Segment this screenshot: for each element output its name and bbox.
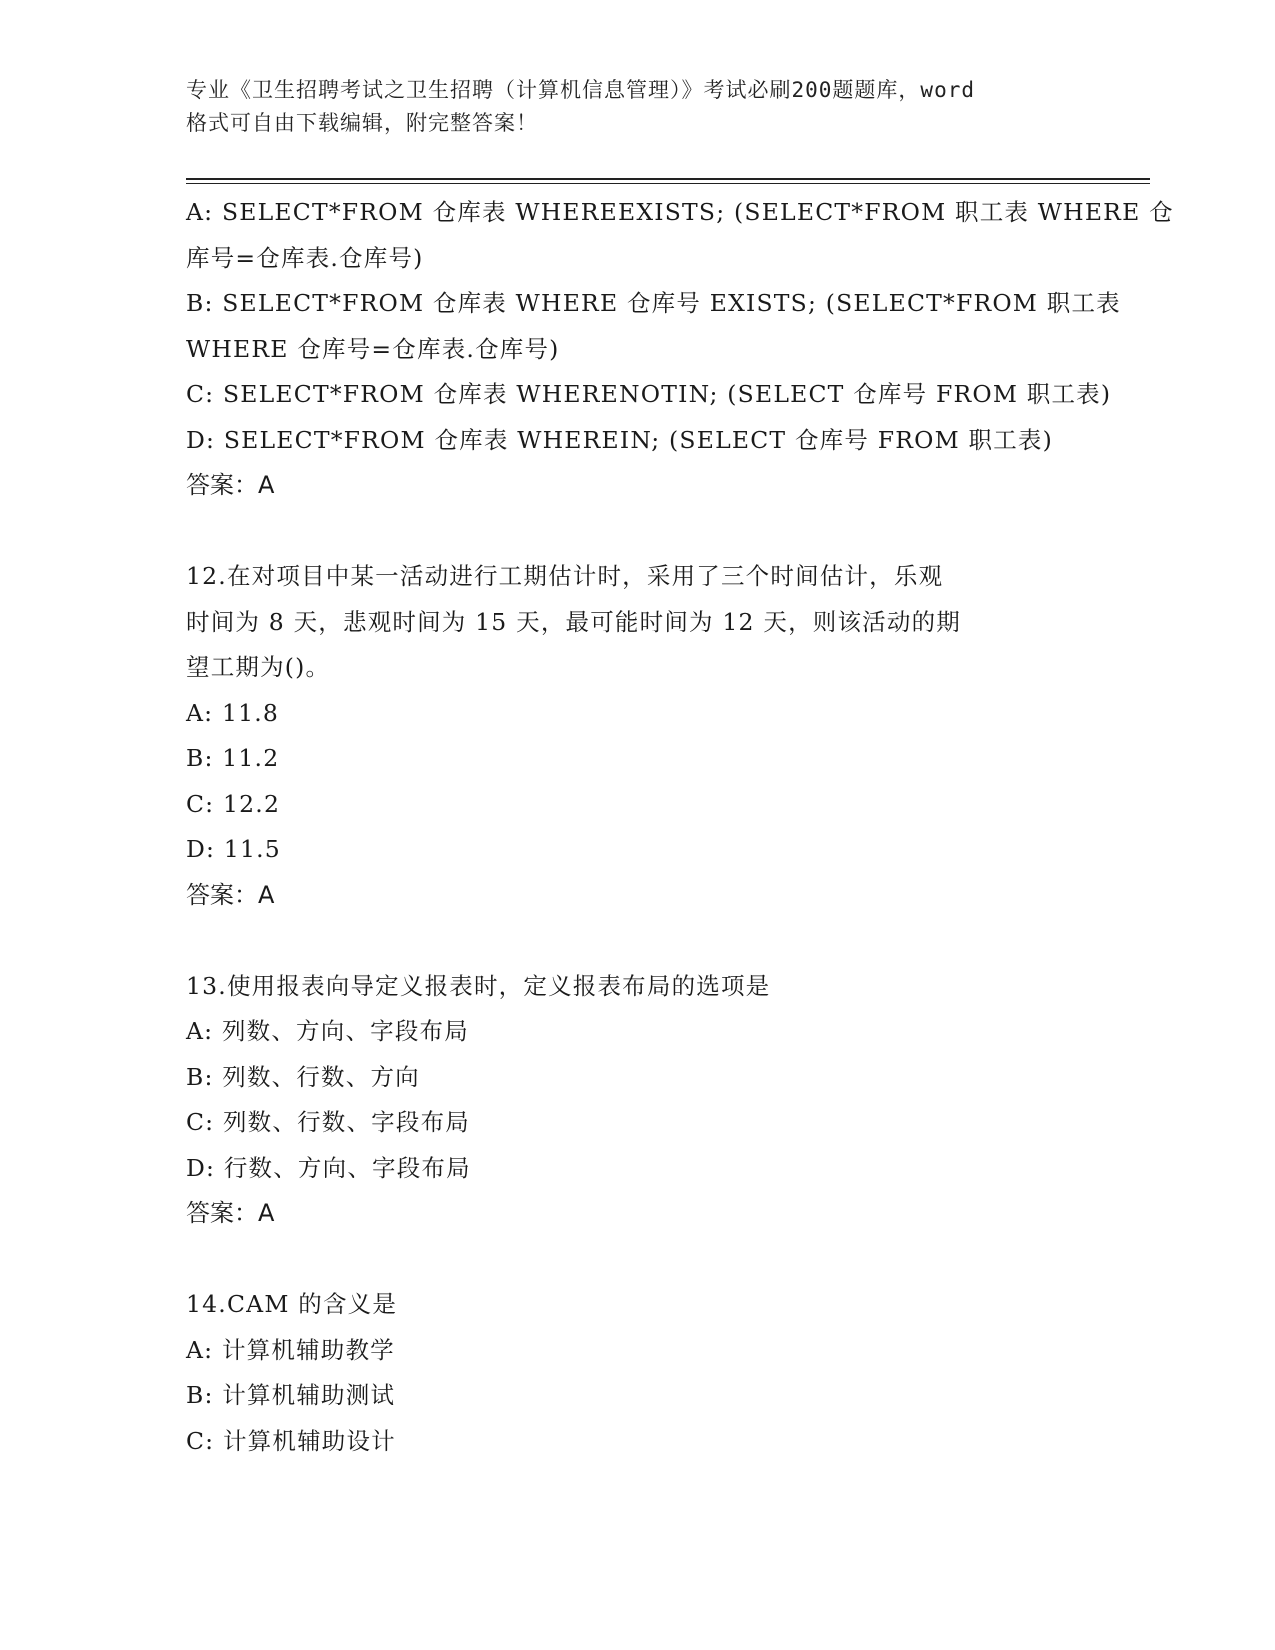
q13-option-b: B: 列数、行数、方向	[186, 1062, 420, 1091]
question-11	[186, 190, 1174, 508]
q13-option-c: C: 列数、行数、字段布局	[186, 1108, 470, 1136]
q14-option-b: B: 计算机辅助测试	[186, 1381, 396, 1409]
q13-option-a: A: 列数、方向、字段布局	[186, 1017, 469, 1045]
q12-stem-line-1: 12.在对项目中某一活动进行工期估计时，采用了三个时间估计，乐观	[186, 562, 944, 590]
q14-option-a: A: 计算机辅助教学	[186, 1335, 395, 1364]
q13-stem: 13.使用报表向导定义报表时，定义报表布局的选项是	[186, 971, 771, 1000]
q12-stem-line-3: 望工期为()。	[186, 653, 331, 681]
header-line-2: 格式可自由下载编辑，附完整答案！	[186, 111, 538, 135]
q11-option-d: D: SELECT*FROM 仓库表 WHEREIN; (SELECT 仓库号 FROM 职工表)	[186, 425, 1054, 454]
q12-option-a: A: 11.8	[186, 698, 280, 727]
q11-option-a-line-2: 库号=仓库表.仓库号)	[186, 243, 424, 272]
q12-option-d: D: 11.5	[186, 835, 281, 863]
document-header	[186, 74, 1086, 140]
header-divider-thick	[186, 178, 1150, 180]
q11-option-b-line-2: WHERE 仓库号=仓库表.仓库号)	[186, 334, 560, 363]
question-12	[186, 554, 1086, 918]
q12-option-b: B: 11.2	[186, 744, 280, 772]
q14-stem: 14.CAM 的含义是	[186, 1290, 398, 1318]
header-line-1: 专业《卫生招聘考试之卫生招聘（计算机信息管理）》考试必刷200题题库，word	[186, 78, 975, 102]
spacer	[186, 508, 1086, 554]
q11-option-a-line-1: A: SELECT*FROM 仓库表 WHEREEXISTS; (SELECT*FROM 职工表 WHERE 仓	[186, 198, 1174, 226]
spacer	[186, 1236, 1086, 1282]
q12-stem-line-2: 时间为 8 天，悲观时间为 15 天，最可能时间为 12 天，则该活动的期	[186, 607, 961, 636]
question-13	[186, 964, 1086, 1237]
q12-answer: 答案：A	[186, 880, 275, 909]
q11-answer: 答案：A	[186, 471, 275, 499]
q13-answer: 答案：A	[186, 1199, 275, 1227]
question-list	[186, 190, 1174, 1464]
q11-option-c: C: SELECT*FROM 仓库表 WHERENOTIN; (SELECT 仓库号 FROM 职工表)	[186, 380, 1112, 408]
header-divider-thin	[186, 183, 1150, 184]
question-14	[186, 1282, 1086, 1464]
q14-option-c: C: 计算机辅助设计	[186, 1426, 396, 1455]
spacer	[186, 918, 1086, 964]
q11-option-b-line-1: B: SELECT*FROM 仓库表 WHERE 仓库号 EXISTS; (SELECT*FROM 职工表	[186, 289, 1121, 317]
q12-option-c: C: 12.2	[186, 789, 281, 818]
q13-option-d: D: 行数、方向、字段布局	[186, 1153, 471, 1182]
